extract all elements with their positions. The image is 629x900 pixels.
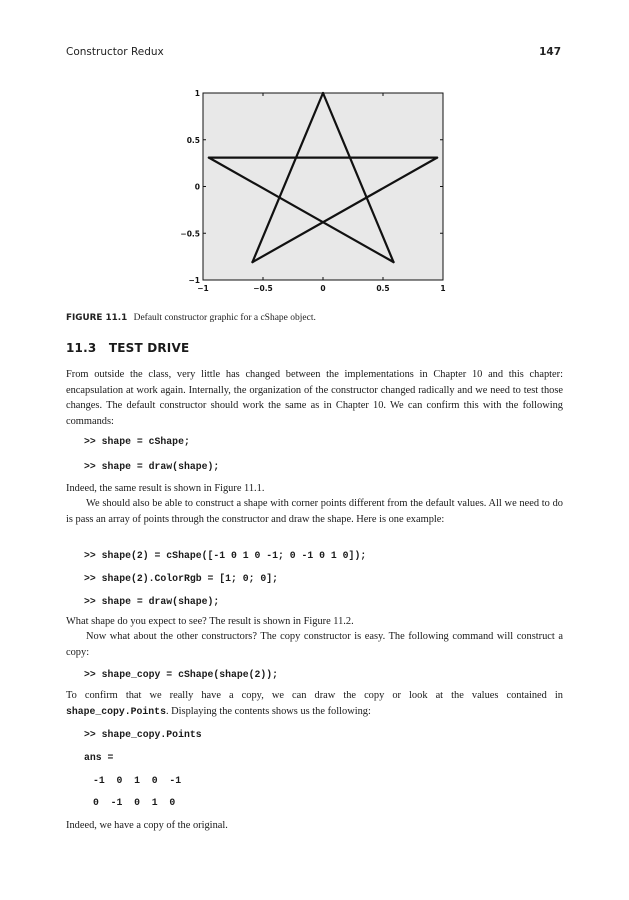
paragraph-example: We should also be able to construct a shape with corner points different from the default values. All we need to do is pass an array of points through the constructor and draw the shape. Here is one example: <box>66 498 563 525</box>
paragraph-question: What shape do you expect to see? The result is shown in Figure 11.2. <box>66 616 354 627</box>
paragraph-intro: From outside the class, very little has changed between the implementations in Chapter 10 and this chapter: encapsulation at work again. Internally, the organization of the constructor changed radically and we need to test those changes. The default constructor should work the same as in Chapter 10. We can confirm this with the following commands: <box>66 369 563 427</box>
figure-caption-label: FIGURE 11.1 <box>66 313 128 323</box>
paragraph-result: Indeed, the same result is shown in Figure 11.1. <box>66 483 265 494</box>
y-tick-label: 1 <box>194 89 200 98</box>
x-tick-label: 0.5 <box>376 284 390 293</box>
code-line: >> shape_copy = cShape(shape(2)); <box>84 669 279 680</box>
code-output-row: -1 0 1 0 -1 <box>93 775 182 786</box>
code-line: >> shape_copy.Points <box>84 729 202 740</box>
y-tick-label: 0.5 <box>186 135 200 145</box>
plot-background <box>203 93 443 280</box>
figure-caption-text: Default constructor graphic for a cShape object. <box>133 313 316 323</box>
section-title: TEST DRIVE <box>108 341 190 355</box>
x-tick-label: 1 <box>440 284 446 293</box>
x-tick-label: −1 <box>197 284 209 293</box>
y-tick-label: −1 <box>188 276 200 285</box>
code-line: ans = <box>84 752 114 763</box>
y-tick-label: 0 <box>194 182 200 192</box>
x-tick-label: 0 <box>320 284 326 293</box>
code-line: >> shape = draw(shape); <box>84 596 220 607</box>
running-head-title: Constructor Redux <box>66 46 164 58</box>
paragraph-confirm-text-end: . Displaying the contents shows us the following: <box>165 705 371 717</box>
code-output-row: 0 -1 0 1 0 <box>93 797 176 808</box>
code-line: >> shape = draw(shape); <box>84 461 220 472</box>
y-tick-label: −0.5 <box>180 229 200 239</box>
figure-caption <box>66 313 316 323</box>
section-number: 11.3 <box>66 341 97 355</box>
paragraph-copy-constructor: Now what about the other constructors? The copy constructor is easy. The following command will construct a copy: <box>66 631 563 658</box>
section-heading <box>66 341 189 355</box>
code-line: >> shape = cShape; <box>84 436 190 447</box>
code-line: >> shape(2) = cShape([-1 0 1 0 -1; 0 -1 0 1 0]); <box>84 550 367 561</box>
inline-code: shape_copy.Points <box>66 705 166 717</box>
page-number: 147 <box>539 46 561 58</box>
x-tick-label: −0.5 <box>253 284 273 293</box>
paragraph-closing: Indeed, we have a copy of the original. <box>66 820 228 831</box>
paragraph-confirm <box>66 688 563 719</box>
code-line: >> shape(2).ColorRgb = [1; 0; 0]; <box>84 573 279 584</box>
paragraph-confirm-text: To confirm that we really have a copy, we can draw the copy or look at the values contained in <box>66 690 563 701</box>
figure-11-1 <box>170 84 470 304</box>
star-plot <box>170 84 470 304</box>
